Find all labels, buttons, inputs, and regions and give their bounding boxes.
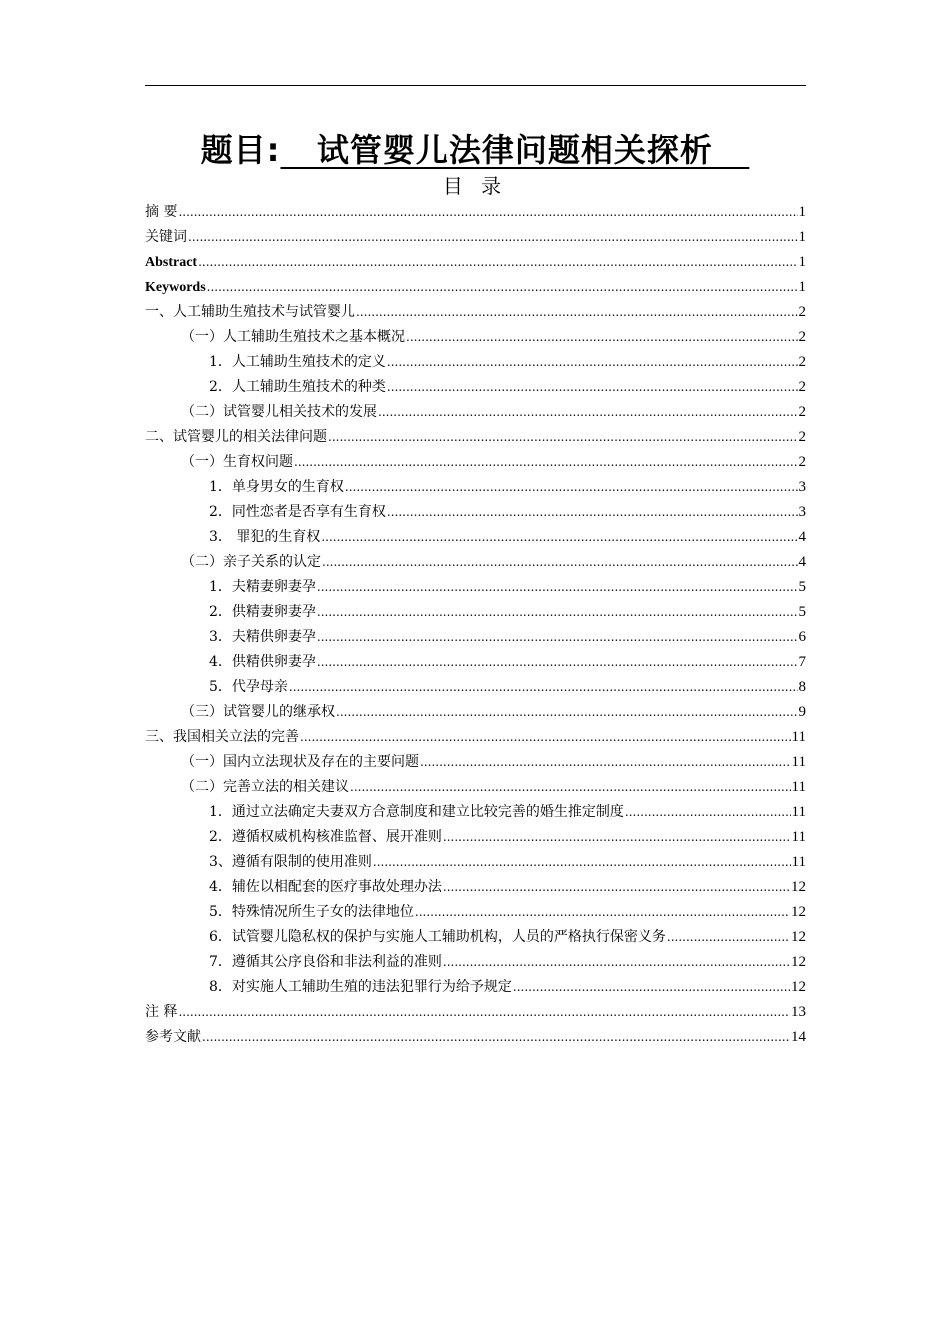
- toc-entry[interactable]: [145, 800, 806, 825]
- table-of-contents: [145, 200, 806, 1050]
- title-main: 试管婴儿法律问题相关探析: [280, 131, 750, 169]
- toc-dot-leader: [178, 200, 797, 225]
- toc-dot-leader: [513, 975, 790, 1000]
- toc-entry[interactable]: [145, 525, 806, 550]
- toc-dot-leader: [378, 400, 798, 425]
- toc-dot-leader: [415, 900, 790, 925]
- toc-entry-label: 1．通过立法确定夫妻双方合意制度和建立比较完善的婚生推定制度: [209, 804, 624, 820]
- toc-dot-leader: [387, 500, 798, 525]
- toc-entry[interactable]: [145, 500, 806, 525]
- toc-dot-leader: [317, 575, 798, 600]
- toc-entry-label: 4．辅佐以相配套的医疗事故处理办法: [209, 879, 442, 895]
- toc-entry-page-number: 2: [798, 329, 806, 345]
- toc-entry[interactable]: [145, 650, 806, 675]
- toc-entry-page-number: 2: [798, 354, 806, 370]
- toc-entry-label: 2．供精妻卵妻孕: [209, 604, 316, 620]
- toc-dot-leader: [387, 375, 798, 400]
- toc-entry-label: 三、我国相关立法的完善: [145, 729, 299, 745]
- toc-entry[interactable]: [145, 475, 806, 500]
- toc-entry-label: 二、试管婴儿的相关法律问题: [145, 429, 327, 445]
- toc-entry-label: 2．同性恋者是否享有生育权: [209, 504, 386, 520]
- toc-entry-label: 5．特殊情况所生子女的法律地位: [209, 904, 414, 920]
- toc-dot-leader: [328, 425, 798, 450]
- toc-entry-page-number: 8: [798, 679, 806, 695]
- toc-entry-page-number: 12: [791, 929, 806, 945]
- toc-dot-leader: [406, 325, 798, 350]
- toc-dot-leader: [294, 450, 798, 475]
- toc-entry-page-number: 9: [798, 704, 806, 720]
- toc-entry-label: 3．夫精供卵妻孕: [209, 629, 316, 645]
- toc-dot-leader: [207, 275, 798, 300]
- toc-dot-leader: [420, 750, 791, 775]
- toc-entry[interactable]: [145, 600, 806, 625]
- toc-entry-label: 1．夫精妻卵妻孕: [209, 579, 316, 595]
- toc-entry[interactable]: [145, 250, 806, 275]
- toc-dot-leader: [336, 700, 798, 725]
- toc-dot-leader: [387, 350, 798, 375]
- toc-dot-leader: [443, 875, 790, 900]
- toc-entry[interactable]: [145, 900, 806, 925]
- toc-entry[interactable]: [145, 1000, 806, 1025]
- toc-dot-leader: [188, 225, 798, 250]
- toc-entry-page-number: 2: [798, 304, 806, 320]
- toc-entry-label: （一）国内立法现状及存在的主要问题: [181, 754, 419, 770]
- toc-entry-label: 1．人工辅助生殖技术的定义: [209, 354, 386, 370]
- toc-entry[interactable]: [145, 425, 806, 450]
- toc-entry[interactable]: [145, 400, 806, 425]
- toc-entry-label: 参考文献: [145, 1029, 201, 1045]
- toc-entry[interactable]: [145, 925, 806, 950]
- toc-entry-page-number: 2: [798, 379, 806, 395]
- toc-entry-page-number: 11: [791, 779, 806, 795]
- toc-entry-label: 8．对实施人工辅助生殖的违法犯罪行为给予规定: [209, 979, 512, 995]
- toc-entry-label: 摘 要: [145, 204, 178, 220]
- toc-entry-page-number: 1: [798, 229, 806, 245]
- toc-entry-page-number: 6: [798, 629, 806, 645]
- toc-entry-label: （二）亲子关系的认定: [181, 554, 321, 570]
- toc-entry-page-number: 5: [798, 604, 806, 620]
- toc-dot-leader: [289, 675, 798, 700]
- toc-entry[interactable]: [145, 625, 806, 650]
- toc-entry[interactable]: [145, 350, 806, 375]
- toc-entry[interactable]: [145, 825, 806, 850]
- toc-entry-page-number: 4: [798, 554, 806, 570]
- toc-dot-leader: [202, 1025, 790, 1050]
- toc-dot-leader: [373, 850, 791, 875]
- toc-entry-page-number: 1: [798, 279, 806, 295]
- toc-entry[interactable]: [145, 850, 806, 875]
- toc-dot-leader: [321, 525, 797, 550]
- toc-entry-page-number: 7: [798, 654, 806, 670]
- toc-dot-leader: [625, 800, 791, 825]
- toc-entry-page-number: 11: [791, 729, 806, 745]
- toc-entry[interactable]: [145, 950, 806, 975]
- toc-entry-label: （一）人工辅助生殖技术之基本概况: [181, 329, 405, 345]
- toc-entry-label: （二）试管婴儿相关技术的发展: [181, 404, 377, 420]
- toc-entry[interactable]: [145, 325, 806, 350]
- toc-entry-page-number: 11: [791, 754, 806, 770]
- title-prefix: 题目:: [200, 131, 281, 169]
- toc-entry[interactable]: [145, 300, 806, 325]
- toc-entry-page-number: 12: [791, 954, 806, 970]
- toc-entry-label: 3、遵循有限制的使用准则: [209, 854, 372, 870]
- toc-entry-label: 4．供精供卵妻孕: [209, 654, 316, 670]
- toc-entry-page-number: 11: [791, 829, 806, 845]
- toc-entry-page-number: 3: [798, 504, 806, 520]
- toc-heading: 目 录: [442, 174, 508, 198]
- toc-entry-page-number: 2: [798, 429, 806, 445]
- toc-dot-leader: [317, 625, 798, 650]
- toc-entry[interactable]: [145, 725, 806, 750]
- toc-entry-label: 关键词: [145, 229, 187, 245]
- toc-dot-leader: [443, 825, 791, 850]
- toc-entry-page-number: 12: [791, 879, 806, 895]
- toc-dot-leader: [443, 950, 790, 975]
- toc-entry-label: Abstract: [145, 255, 198, 270]
- toc-entry-page-number: 1: [798, 204, 806, 220]
- toc-dot-leader: [345, 475, 798, 500]
- toc-dot-leader: [350, 775, 791, 800]
- toc-entry[interactable]: [145, 975, 806, 1000]
- toc-entry-page-number: 3: [798, 479, 806, 495]
- toc-dot-leader: [317, 650, 798, 675]
- toc-entry-label: （二）完善立法的相关建议: [181, 779, 349, 795]
- toc-entry-page-number: 12: [791, 979, 806, 995]
- toc-entry-page-number: 1: [798, 254, 806, 270]
- toc-entry[interactable]: [145, 375, 806, 400]
- toc-entry-label: （一）生育权问题: [181, 454, 293, 470]
- toc-entry-label: 5．代孕母亲: [209, 679, 288, 695]
- toc-entry[interactable]: [145, 700, 806, 725]
- toc-entry-page-number: 4: [798, 529, 806, 545]
- toc-entry-page-number: 11: [791, 804, 806, 820]
- toc-dot-leader: [667, 925, 790, 950]
- toc-entry[interactable]: [145, 675, 806, 700]
- toc-entry-label: 3． 罪犯的生育权: [209, 529, 321, 545]
- toc-entry-page-number: 5: [798, 579, 806, 595]
- toc-entry-label: （三）试管婴儿的继承权: [181, 704, 335, 720]
- toc-entry-page-number: 11: [791, 854, 806, 870]
- toc-dot-leader: [322, 550, 798, 575]
- toc-entry-label: 2．遵循权威机构核准监督、展开准则: [209, 829, 442, 845]
- toc-dot-leader: [300, 725, 791, 750]
- toc-entry-label: 注 释: [145, 1004, 178, 1020]
- toc-entry[interactable]: [145, 200, 806, 225]
- toc-dot-leader: [356, 300, 798, 325]
- header-rule: [145, 85, 806, 86]
- toc-entry[interactable]: [145, 275, 806, 300]
- toc-entry-label: 一、人工辅助生殖技术与试管婴儿: [145, 304, 355, 320]
- toc-dot-leader: [178, 1000, 790, 1025]
- toc-dot-leader: [317, 600, 798, 625]
- toc-entry-page-number: 2: [798, 404, 806, 420]
- toc-entry[interactable]: [145, 450, 806, 475]
- toc-entry[interactable]: [145, 550, 806, 575]
- toc-dot-leader: [198, 250, 797, 275]
- toc-entry[interactable]: [145, 225, 806, 250]
- toc-entry[interactable]: [145, 875, 806, 900]
- toc-entry[interactable]: [145, 775, 806, 800]
- toc-entry-label: Keywords: [145, 280, 206, 295]
- toc-entry[interactable]: [145, 575, 806, 600]
- toc-entry-label: 1．单身男女的生育权: [209, 479, 344, 495]
- toc-entry-label: 7．遵循其公序良俗和非法利益的准则: [209, 954, 442, 970]
- toc-entry-page-number: 14: [791, 1029, 806, 1045]
- toc-entry-page-number: 13: [791, 1004, 806, 1020]
- toc-entry-page-number: 12: [791, 904, 806, 920]
- toc-entry-page-number: 2: [798, 454, 806, 470]
- toc-entry[interactable]: [145, 750, 806, 775]
- page-title: [0, 128, 950, 172]
- toc-entry-label: 2．人工辅助生殖技术的种类: [209, 379, 386, 395]
- toc-entry-label: 6．试管婴儿隐私权的保护与实施人工辅助机构，人员的严格执行保密义务: [209, 929, 666, 945]
- toc-entry[interactable]: [145, 1025, 806, 1050]
